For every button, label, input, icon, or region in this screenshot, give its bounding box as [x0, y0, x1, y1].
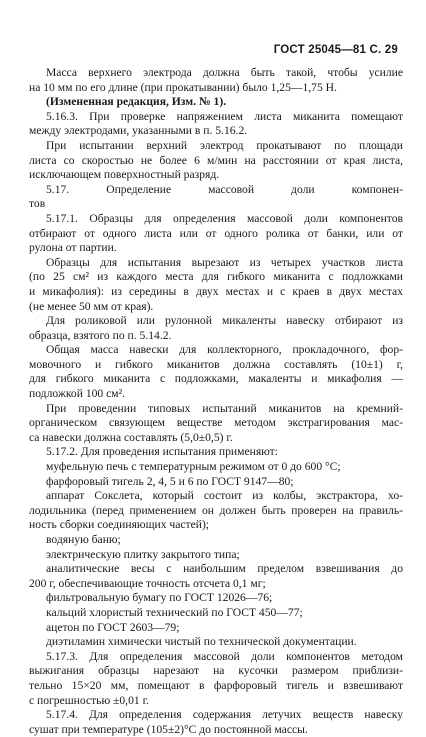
text-line: аналитические весы с наибольшим пределом взвешивания до: [46, 562, 403, 576]
text-line: (Измененная редакция, Изм. № 1).: [46, 95, 227, 109]
body-text: [29, 66, 403, 737]
text-line: 5.17.1. Образцы для определения массовой доли компонентов: [46, 211, 403, 225]
text-line: отбирают от одного листа или от одного ролика от банки, или от: [29, 226, 403, 240]
text-line: 5.17.2. Для проведения испытания применяют:: [46, 445, 278, 459]
text-line: исключающем поверхностный разряд.: [29, 168, 220, 182]
text-line: кальций хлористый технический по ГОСТ 450—77;: [46, 605, 303, 619]
text-line: муфельную печь с температурным режимом от 0 до 600 °С;: [46, 460, 341, 474]
text-line: листа со скоростью не более 6 м/мин на расстоянии от края листа,: [29, 153, 403, 167]
text-line: Для роликовой или рулонной микаленты навеску отбирают из: [46, 314, 403, 328]
text-line: Общая масса навески для коллекторного, прокладочного, фор-: [46, 343, 403, 357]
text-line: электрическую плитку закрытого типа;: [46, 547, 240, 561]
text-line: (по 25 см² из каждого места для гибкого миканита с подложками: [29, 270, 403, 284]
text-line: 200 г, обеспечивающие точность отсчета 0,1 мг;: [29, 576, 266, 590]
text-line: с погрешностью ±0,01 г.: [29, 693, 149, 707]
text-line: тов: [29, 197, 46, 211]
text-line: (не менее 50 мм от края).: [29, 299, 154, 313]
text-line: ацетон по ГОСТ 2603—79;: [46, 620, 180, 634]
text-line: 5.16.3. При проверке напряжением листа миканита помещают: [46, 109, 403, 123]
text-line: мовочного и гибкого миканитов должна составлять (10±1) г,: [29, 357, 403, 371]
text-line: 5.17.4. Для определения содержания летучих веществ навеску: [46, 708, 403, 722]
text-line: образца, взятого по п. 5.14.2.: [29, 328, 172, 342]
text-line: тельно 15×20 мм, помещают в фарфоровый тигель и взвешивают: [29, 678, 403, 692]
text-line: са навески должна составлять (5,0±0,5) г.: [29, 430, 233, 444]
text-line: При испытании верхний электрод прокатывают по площади: [46, 138, 403, 152]
text-line: сушат при температуре (105±2)°С до постоянной массы.: [29, 722, 308, 736]
text-line: для гибкого миканита с подложками, макаленты и микафолия —: [29, 372, 403, 386]
text-line: между электродами, указанными в п. 5.16.2.: [29, 124, 248, 138]
text-line: При проведении типовых испытаний миканитов на кремний-: [46, 401, 403, 415]
text-line: водяную баню;: [46, 533, 121, 546]
text-line: подложкой 100 см².: [29, 387, 125, 401]
text-line: ность сборки соединяющих частей);: [29, 518, 210, 532]
text-line: лодильника (перед применением он должен быть проверен на правиль-: [29, 503, 403, 517]
text-line: Масса верхнего электрода должна быть такой, чтобы усилие: [46, 66, 403, 79]
text-line: и микафолия): из середины в двух местах и с краев в двух местах: [29, 284, 403, 298]
text-line: рулона от партии.: [29, 241, 117, 255]
text-line: фарфоровый тигель 2, 4, 5 и 6 по ГОСТ 9147—80;: [46, 474, 294, 488]
text-line: на 10 мм по его длине (при прокатывании) было 1,25—1,75 Н.: [29, 80, 337, 94]
text-line: фильтровальную бумагу по ГОСТ 12026—76;: [46, 591, 273, 605]
text-line: органическом связующем веществе методом экстрагирования мас-: [29, 416, 403, 430]
text-line: аппарат Сокслета, который состоит из колбы, экстрактора, хо-: [46, 489, 403, 503]
text-line: выжигания образцы нарезают на кусочки размером приблизи-: [29, 664, 403, 678]
text-line: Образцы для испытания вырезают из четырех участков листа: [46, 255, 403, 269]
text-line: 5.17. Определение массовой доли компонен-: [46, 182, 403, 196]
page-header: ГОСТ 25045—81 С. 29: [273, 44, 398, 56]
text-line: диэтиламин химически чистый по технической документации.: [46, 635, 357, 649]
text-line: 5.17.3. Для определения массовой доли компонентов методом: [46, 649, 403, 663]
